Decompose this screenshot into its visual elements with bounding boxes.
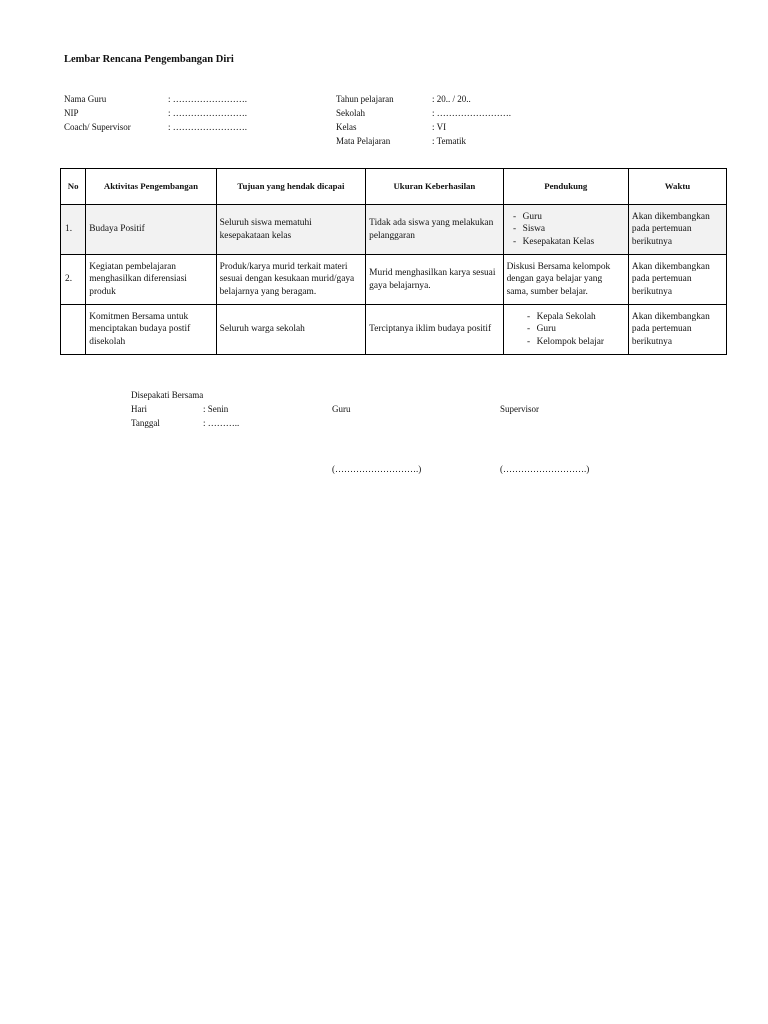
cell-tujuan: Produk/karya murid terkait materi sesuai dengan kesukaan murid/gaya belajarnya yang beragam. [216,255,366,305]
cell-no: 2. [61,255,86,305]
pendukung-list [507,311,625,348]
guru-label: Guru [332,404,351,414]
info-value: : ……………………. [168,108,248,118]
list-item-text: Siswa [522,224,546,235]
header-no: No [61,169,86,205]
header-waktu: Waktu [628,169,726,205]
info-left [64,92,247,134]
cell-pendukung [503,205,628,255]
supervisor-label: Supervisor [500,404,539,414]
info-row-kelas [336,120,511,134]
list-item: - Guru [513,212,542,223]
info-row-nama-guru [64,92,247,106]
hari-value: : Senin [203,404,229,414]
cell-ukuran: Murid menghasilkan karya sesuai gaya belajarnya. [366,255,503,305]
info-label: Nama Guru [64,94,107,104]
info-value: : 20.. / 20.. [432,94,471,104]
signoff-tanggal-row [131,416,239,430]
info-value: : VI [432,122,447,132]
info-value: : Tematik [432,136,466,146]
list-item-text: Kelompok belajar [536,336,605,347]
header-pendukung: Pendukung [503,169,628,205]
cell-pendukung [503,305,628,355]
pendukung-list [507,211,625,248]
info-value: : ……………………. [432,108,512,118]
list-item-text: Kesepakatan Kelas [522,236,595,247]
list-item: - Guru [527,324,556,335]
cell-tujuan: Seluruh warga sekolah [216,305,366,355]
info-label: Tahun pelajaran [336,94,394,104]
info-row-coach [64,120,247,134]
list-item: - Kepala Sekolah [527,312,596,323]
info-row-nip [64,106,247,120]
list-item-text: Kepala Sekolah [536,312,596,323]
list-item-text: Guru [522,212,542,223]
info-label: Coach/ Supervisor [64,122,131,132]
cell-waktu: Akan dikembangkan pada pertemuan berikutnya [628,205,726,255]
table-row [61,255,727,305]
cell-aktivitas: Komitmen Bersama untuk menciptakan budaya postif disekolah [86,305,216,355]
info-value: : ……………………. [168,122,248,132]
cell-no: 1. [61,205,86,255]
signoff-block [131,388,239,430]
development-plan-table [60,168,727,355]
cell-waktu: Akan dikembangkan pada pertemuan berikutnya [628,305,726,355]
page-title: Lembar Rencana Pengembangan Diri [64,54,234,65]
info-row-tahun [336,92,511,106]
list-item: - Siswa [513,224,546,235]
info-label: Mata Pelajaran [336,136,391,146]
cell-aktivitas: Budaya Positif [86,205,216,255]
cell-no [61,305,86,355]
tanggal-value: : ……….. [203,418,240,428]
hari-label: Hari [131,404,147,414]
list-item-text: Guru [536,324,556,335]
info-row-mapel [336,134,511,148]
info-label: NIP [64,108,79,118]
signoff-heading: Disepakati Bersama [131,390,204,400]
header-ukuran: Ukuran Keberhasilan [366,169,503,205]
cell-pendukung: Diskusi Bersama kelompok dengan gaya belajar yang sama, sumber belajar. [503,255,628,305]
cell-aktivitas: Kegiatan pembelajaran menghasilkan diferensiasi produk [86,255,216,305]
cell-tujuan: Seluruh siswa mematuhi kesepakataan kelas [216,205,366,255]
info-label: Kelas [336,122,357,132]
list-item: - Kelompok belajar [527,336,605,347]
cell-ukuran: Tidak ada siswa yang melakukan pelanggaran [366,205,503,255]
header-aktivitas: Aktivitas Pengembangan [86,169,216,205]
table-row [61,305,727,355]
table-header-row [61,169,727,205]
info-value: : ……………………. [168,94,248,104]
list-item: - Kesepakatan Kelas [513,236,595,247]
guru-signature-line: (……………………….) [332,464,422,474]
info-row-sekolah [336,106,511,120]
header-tujuan: Tujuan yang hendak dicapai [216,169,366,205]
table-row [61,205,727,255]
tanggal-label: Tanggal [131,418,160,428]
info-right [336,92,511,148]
cell-ukuran: Terciptanya iklim budaya positif [366,305,503,355]
info-label: Sekolah [336,108,365,118]
cell-waktu: Akan dikembangkan pada pertemuan berikutnya [628,255,726,305]
supervisor-signature-line: (……………………….) [500,464,590,474]
signoff-hari-row [131,402,239,416]
